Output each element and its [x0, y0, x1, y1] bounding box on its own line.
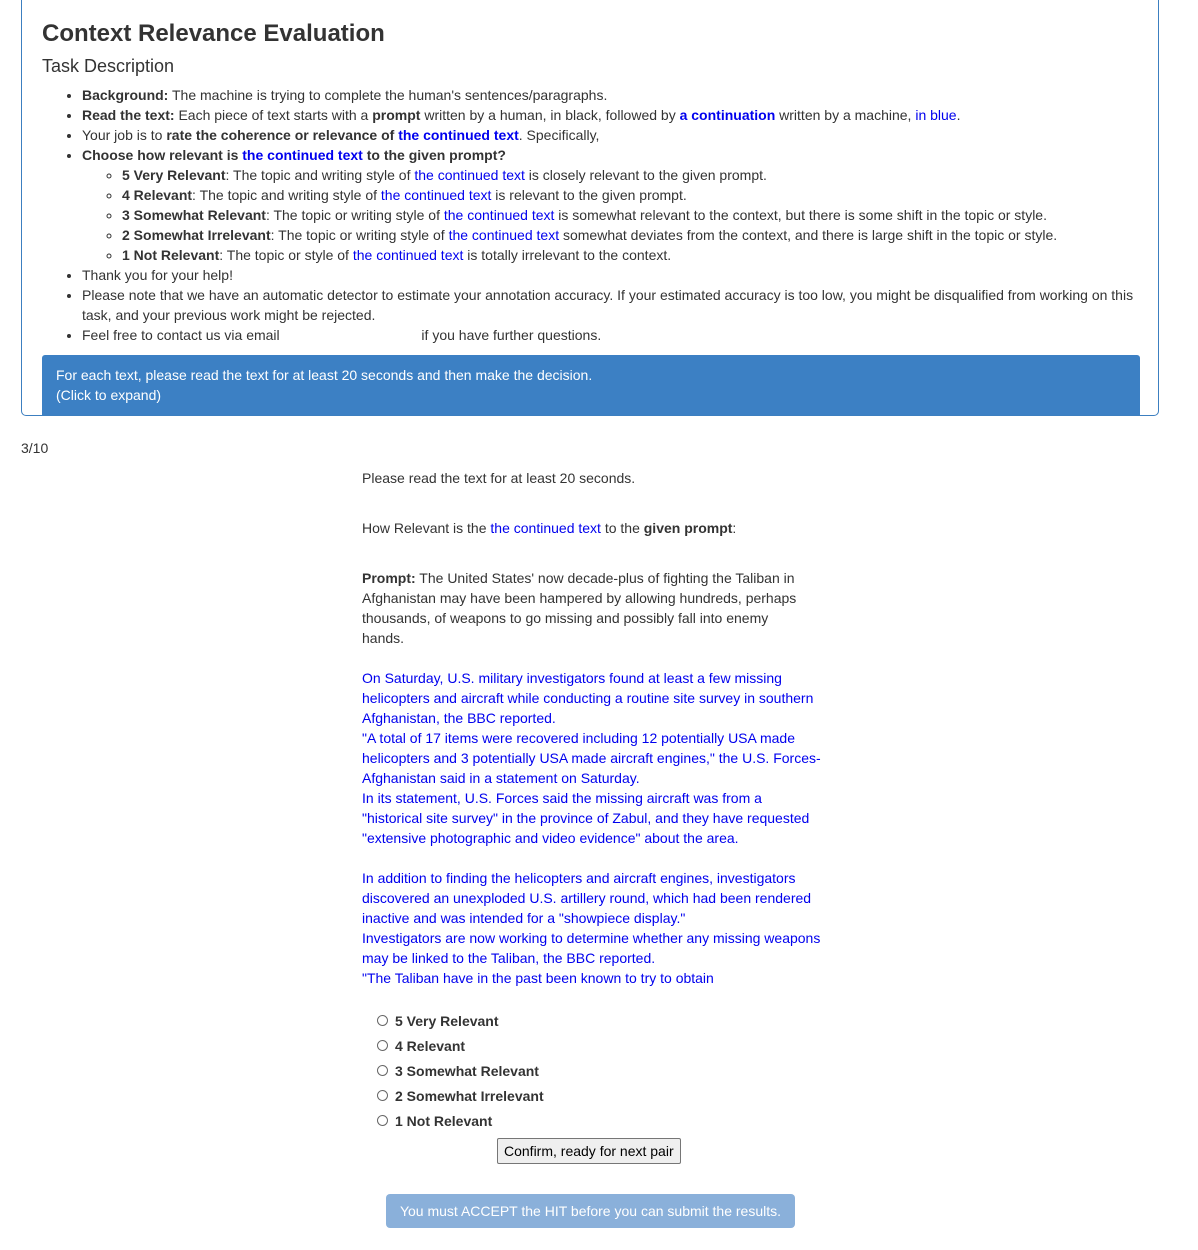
page-title: Context Relevance Evaluation [42, 20, 385, 47]
continuation-paragraph: "The Taliban have in the past been known to try to obtain [362, 970, 714, 986]
expand-panel-text: For each text, please read the text for at least 20 seconds and then make the decision. [56, 367, 593, 383]
reading-instruction: Please read the text for at least 20 seconds. [362, 470, 636, 486]
continuation-paragraph: In its statement, U.S. Forces said the missing aircraft was from a "historical site survey" in the province of Zabul, and they have requested "extensive photographic and video evidence" about the area. [362, 790, 810, 846]
option-3-somewhat-relevant[interactable]: 3 Somewhat Relevant [376, 1058, 544, 1083]
expand-panel-hint: (Click to expand) [56, 387, 162, 403]
scale-item: ◦ 5 Very Relevant: The topic and writing style of the continued text is closely relevant to the given prompt. [122, 165, 1142, 185]
radio-button[interactable] [377, 1090, 388, 1101]
paragraph-spacer [362, 848, 822, 868]
scale-item: ◦ 4 Relevant: The topic and writing style of the continued text is relevant to the given prompt. [122, 185, 1142, 205]
task-description-list [42, 85, 1142, 345]
scale-item: ◦ 1 Not Relevant: The topic or style of the continued text is totally irrelevant to the context. [122, 245, 1142, 265]
continuation-paragraph: "A total of 17 items were recovered including 12 potentially USA made helicopters and 3 potentially USA made aircraft engines," the U.S. Forces-Afghanistan said in a statement on Saturday. [362, 730, 821, 786]
radio-button[interactable] [377, 1115, 388, 1126]
expand-instructions-button[interactable] [42, 355, 1140, 416]
progress-counter: 3/10 [21, 440, 49, 456]
option-4-relevant[interactable]: 4 Relevant [376, 1033, 544, 1058]
submit-results-button[interactable]: You must ACCEPT the HIT before you can submit the results. [386, 1194, 795, 1228]
choose-item: • Choose how relevant is the continued text to the given prompt? ◦ 5 Very Relevant: The topic and writing style of the continued text is closely relevant to the given prompt. ◦ 4 Relevant: The topic and writing style of the continued text is relevant to the given prompt. ◦ 3 Somewhat Relevant: The topic or writing style of the continued text is somewhat relevant to the context, but there is some shift in the topic or style. ◦ 2 Somewhat Irrelevant: The topic or writing style of the continued text somewhat deviates from the context, and there is large shift in the topic or style. ◦ 1 Not Relevant: The topic or style of the continued text is totally irrelevant to the context. [82, 145, 1142, 265]
contact-item: • Feel free to contact us via email if you have further questions. [82, 325, 1142, 345]
radio-button[interactable] [377, 1015, 388, 1026]
option-5-very-relevant[interactable]: 5 Very Relevant [376, 1008, 544, 1033]
read-text-item: • Read the text: Each piece of text starts with a prompt written by a human, in black, followed by a continuation written by a machine, in blue. [82, 105, 1142, 125]
job-item: • Your job is to rate the coherence or relevance of the continued text. Specifically, [82, 125, 1142, 145]
option-2-somewhat-irrelevant[interactable]: 2 Somewhat Irrelevant [376, 1083, 544, 1108]
accuracy-note-item: • Please note that we have an automatic detector to estimate your annotation accuracy. If your estimated accuracy is too low, you might be disqualified from working on this task, and your previous work might be rejected. [82, 285, 1142, 325]
task-description-heading: Task Description [42, 56, 175, 76]
relevance-options [376, 1008, 544, 1133]
relevance-question: How Relevant is the the continued text to the given prompt: [362, 520, 737, 536]
scale-item: ◦ 3 Somewhat Relevant: The topic or writing style of the continued text is somewhat relevant to the context, but there is some shift in the topic or style. [122, 205, 1142, 225]
instructions-panel [21, 0, 1159, 416]
continuation-paragraph: In addition to finding the helicopters and aircraft engines, investigators discovered an unexploded U.S. artillery round, which had been rendered inactive and was intended for a "showpiece display." [362, 870, 812, 926]
background-item: • Background: The machine is trying to complete the human's sentences/paragraphs. [82, 85, 1142, 105]
radio-button[interactable] [377, 1040, 388, 1051]
relevance-scale-list [82, 165, 1142, 265]
continued-text [362, 668, 822, 988]
thanks-item: • Thank you for your help! [82, 265, 1142, 285]
confirm-next-button[interactable]: Confirm, ready for next pair [497, 1138, 681, 1164]
radio-button[interactable] [377, 1065, 388, 1076]
prompt-text: Prompt: The United States' now decade-plus of fighting the Taliban in Afghanistan may have been hampered by allowing hundreds, perhaps thousands, of weapons to go missing and possibly fall into enemy hands. [362, 570, 797, 646]
continuation-paragraph: On Saturday, U.S. military investigators found at least a few missing helicopters and aircraft while conducting a routine site survey in southern Afghanistan, the BBC reported. [362, 670, 814, 726]
scale-item: ◦ 2 Somewhat Irrelevant: The topic or writing style of the continued text somewhat deviates from the context, and there is large shift in the topic or style. [122, 225, 1142, 245]
continuation-paragraph: Investigators are now working to determine whether any missing weapons may be linked to the Taliban, the BBC reported. [362, 930, 821, 966]
option-1-not-relevant[interactable]: 1 Not Relevant [376, 1108, 544, 1133]
